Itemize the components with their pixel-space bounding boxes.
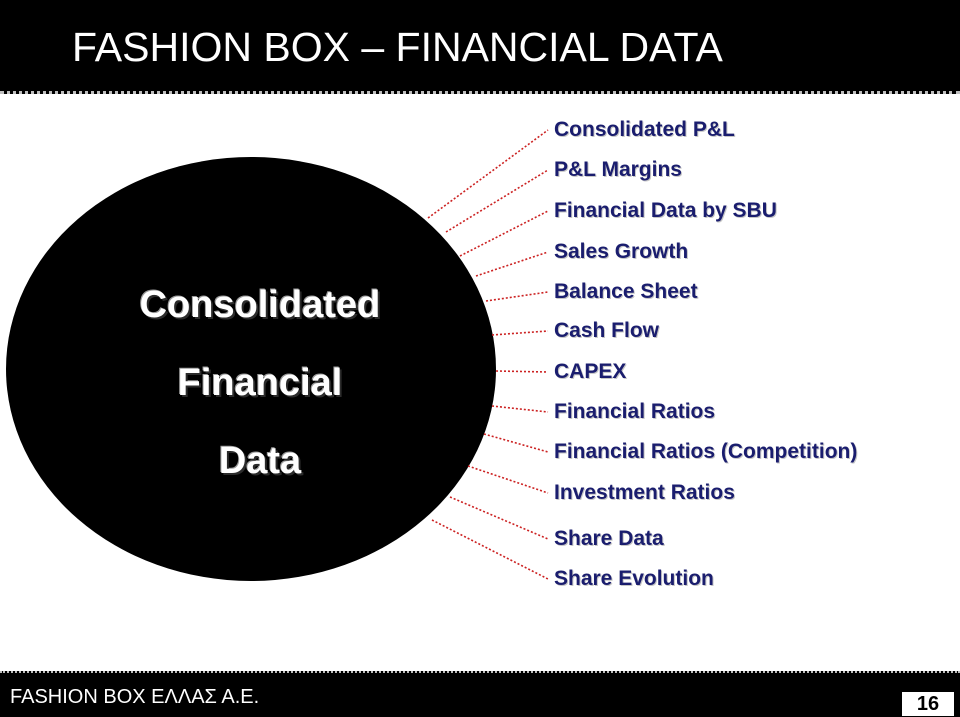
menu-item-cash-flow[interactable]: Cash Flow (554, 319, 660, 342)
circle-label-line-3: Data (218, 440, 302, 482)
connector-line (460, 211, 548, 256)
menu-item-share-evolution[interactable]: Share Evolution (554, 567, 714, 590)
connector-line (492, 331, 548, 335)
page-title: FASHION BOX – FINANCIAL DATA (72, 24, 723, 70)
connector-line (492, 406, 548, 412)
menu-item-capex[interactable]: CAPEX (554, 360, 627, 383)
menu-item-share-data[interactable]: Share Data (554, 527, 664, 550)
menu-item-financial-ratios-competition[interactable]: Financial Ratios (Competition) (554, 440, 858, 463)
menu-item-pl-margins[interactable]: P&L Margins (554, 158, 682, 181)
connector-line (432, 520, 548, 579)
connector-line (476, 252, 548, 276)
footer-bar (0, 671, 960, 717)
circle-label-line-1: Consolidated (139, 284, 381, 326)
connector-line (484, 434, 548, 452)
circle-label-line-2: Financial (177, 362, 343, 404)
footer-company: FASHION BOX ΕΛΛΑΣ Α.Ε. (10, 686, 260, 708)
connector-line (446, 170, 548, 232)
page-number: 16 (902, 692, 954, 716)
menu-item-consolidated-pl[interactable]: Consolidated P&L (554, 118, 735, 141)
connector-line (496, 371, 548, 372)
menu-item-sales-growth[interactable]: Sales Growth (554, 240, 689, 263)
connector-line (468, 466, 548, 493)
menu-item-balance-sheet[interactable]: Balance Sheet (554, 280, 698, 303)
connector-line (428, 130, 548, 218)
menu-item-investment-ratios[interactable]: Investment Ratios (554, 481, 735, 504)
connector-line (450, 497, 548, 539)
connector-line (486, 292, 548, 301)
menu-item-financial-ratios[interactable]: Financial Ratios (554, 400, 716, 423)
menu-item-financial-data-by-sbu[interactable]: Financial Data by SBU (554, 199, 777, 222)
